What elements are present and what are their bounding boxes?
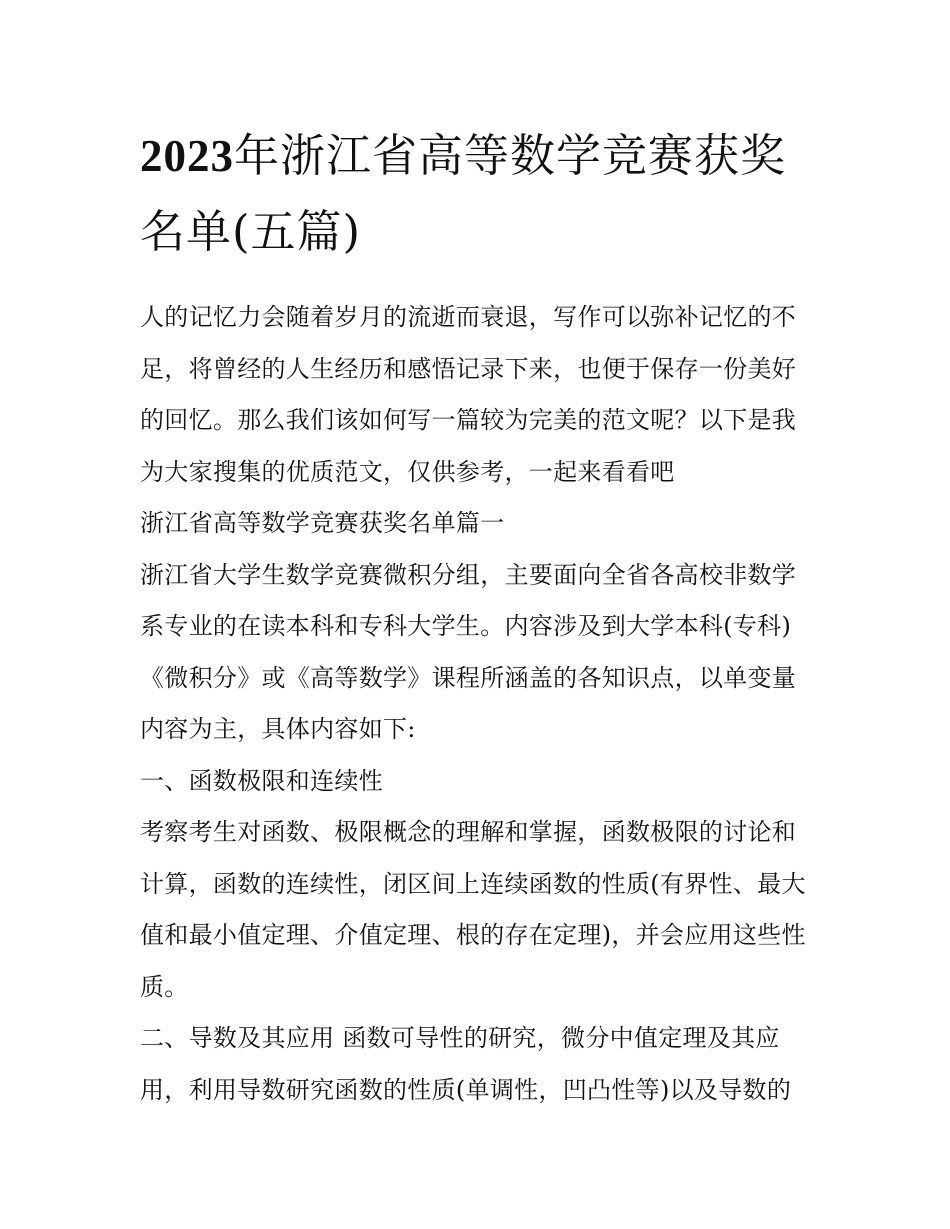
body-paragraph: 二、导数及其应用 函数可导性的研究，微分中值定理及其应用，利用导数研究函数的性质(单调性，凹凸性等)以及导数的 (140, 1024, 792, 1104)
section-heading: 浙江省高等数学竞赛获奖名单篇一 (140, 509, 505, 537)
document-page (140, 118, 815, 1116)
body-paragraph: 考察考生对函数、极限概念的理解和掌握，函数极限的讨论和计算，函数的连续性，闭区间上连续函数的性质(有界性、最大值和最小值定理、介值定理、根的存在定理)，并会应用这些性质。 (140, 818, 806, 1001)
title-year: 2023 (140, 131, 234, 181)
document-title (140, 118, 815, 270)
subsection-heading: 一、函数极限和连续性 (140, 766, 383, 795)
intro-paragraph: 人的记忆力会随着岁月的流逝而衰退，写作可以弥补记忆的不足，将曾经的人生经历和感悟记录下来，也便于保存一份美好的回忆。那么我们该如何写一篇较为完美的范文呢？以下是我为大家搜集的优质范文，仅供参考，一起来看看吧 (140, 303, 797, 486)
title-text: 年浙江省高等数学竞赛获奖名单(五篇) (140, 129, 787, 258)
body-paragraph: 浙江省大学生数学竞赛微积分组，主要面向全省各高校非数学系专业的在读本科和专科大学生。内容涉及到大学本科(专科)《微积分》或《高等数学》课程所涵盖的各知识点，以单变量内容为主，具体内容如下: (140, 560, 797, 743)
